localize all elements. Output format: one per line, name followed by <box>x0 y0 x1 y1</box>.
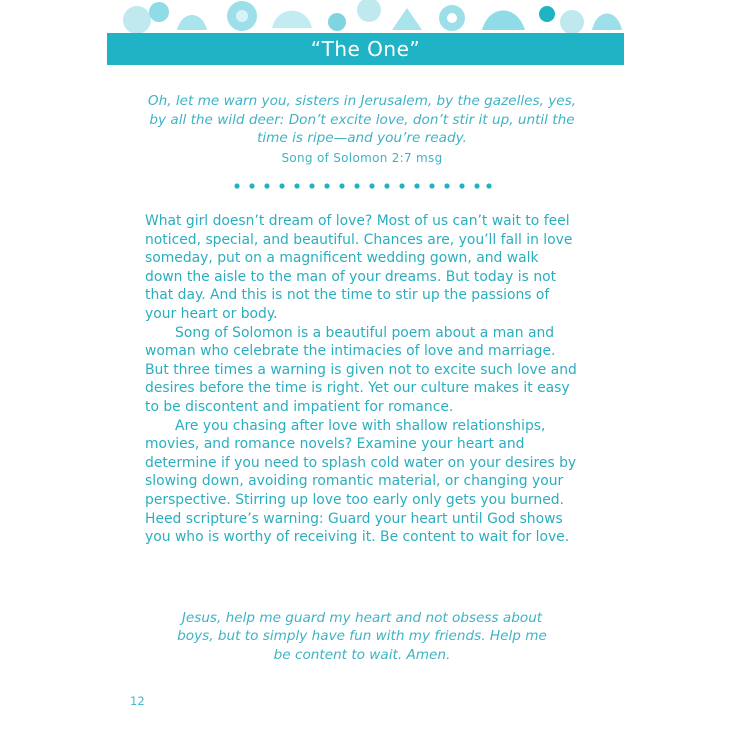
devotional-body <box>145 212 579 547</box>
body-paragraph-3: Are you chasing after love with shallow relationships, movies, and romance novels? Examine your heart and determine if you need to splash cold water on your desires by slowing down, avoiding romantic material, or changing your perspective. Stirring up love too early only gets you burned. Heed scripture’s warning: Guard your heart until God shows you who is worthy of receiving it. Be content to wait for love. <box>145 417 577 546</box>
page-title: “The One” <box>310 37 421 61</box>
dotted-divider <box>233 182 493 190</box>
page-number: 12 <box>130 694 145 708</box>
title-bar <box>107 33 624 65</box>
scripture-verse <box>145 92 579 167</box>
floral-header-decoration <box>107 0 624 33</box>
closing-prayer: Jesus, help me guard my heart and not obsess about boys, but to simply have fun with my friends. Help me be content to wait. Amen. <box>177 610 547 663</box>
verse-reference: Song of Solomon 2:7 msg <box>281 150 443 165</box>
body-paragraph-2: Song of Solomon is a beautiful poem about a man and woman who celebrate the intimacies of love and marriage. But three times a warning is given not to excite such love and desires before the time is right. Yet our culture makes it easy to be discontent and impatient for romance. <box>145 324 577 415</box>
body-paragraph-1: What girl doesn’t dream of love? Most of us can’t wait to feel noticed, special, and beautiful. Chances are, you’ll fall in love someday, put on a magnificent wedding gown, and walk down the aisle to the man of your dreams. But today is not that day. And this is not the time to stir up the passions of your heart or body. <box>145 213 573 322</box>
verse-text: Oh, let me warn you, sisters in Jerusalem, by the gazelles, yes, by all the wild deer: Don’t excite love, don’t stir it up, until the time is ripe—and you’re ready. <box>147 93 577 146</box>
